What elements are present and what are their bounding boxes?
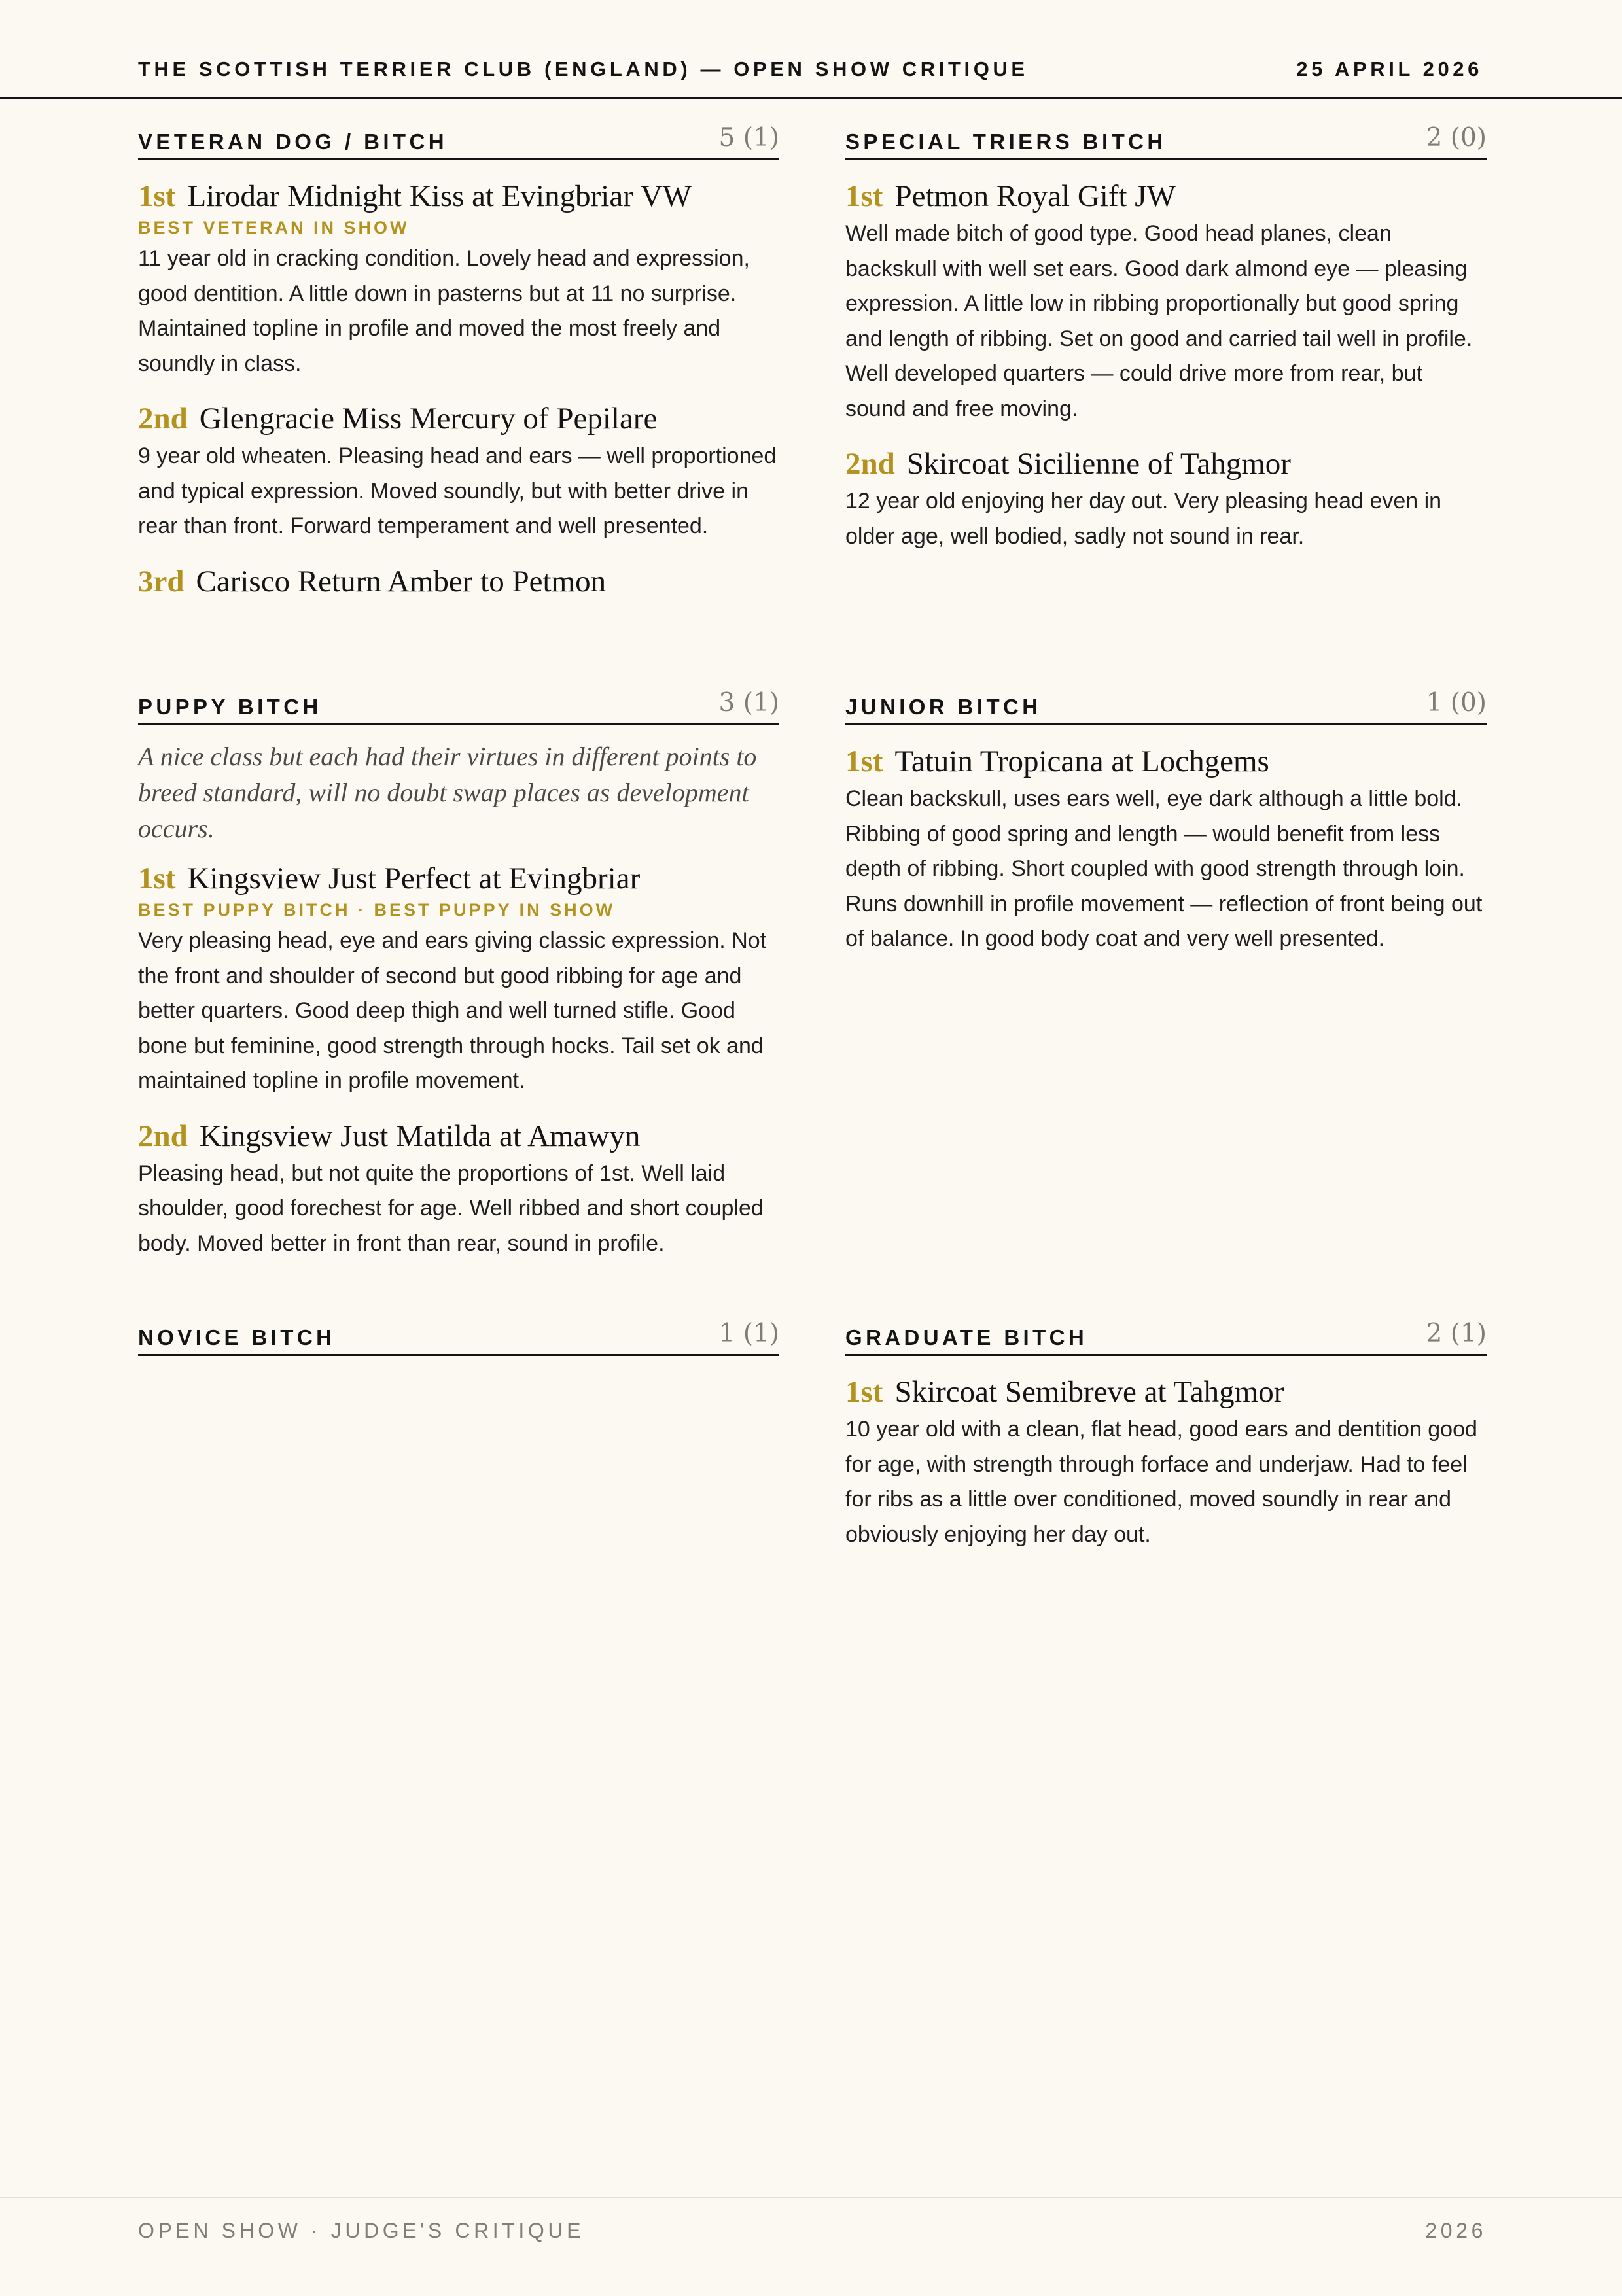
section-special-triers bbox=[845, 118, 1487, 571]
placing-entry bbox=[845, 741, 1487, 957]
section-graduate bbox=[845, 1313, 1487, 1569]
placing: 1st bbox=[138, 179, 176, 213]
entry-count: 5 (1) bbox=[718, 123, 779, 152]
entry-count: 1 (1) bbox=[718, 1319, 779, 1348]
placing: 1st bbox=[845, 1375, 883, 1409]
class-name: JUNIOR BITCH bbox=[845, 695, 1042, 719]
entry-count: 2 (1) bbox=[1426, 1319, 1487, 1348]
critique-text: Well made bitch of good type. Good head planes, clean backskull with well set ears. Good dark almond eye — pleasing expression. A little low in ribbing proportionally but good spring and length of ribbing. Set on good and carried tail well in profile. Well developed quarters — could drive more from rear, but sound and free moving. bbox=[845, 221, 1473, 421]
placing: 1st bbox=[845, 179, 883, 213]
placing: 1st bbox=[845, 744, 883, 778]
section-header bbox=[845, 118, 1487, 160]
award-label: BEST VETERAN IN SHOW bbox=[138, 218, 410, 237]
critique-text: Very pleasing head, eye and ears giving classic expression. Not the front and shoulder of second but good ribbing for age and better quarters. Good deep thigh and well turned stifle. Good bone but feminine, good strength through hocks. Tail set ok and maintained topline in profile movement. bbox=[138, 928, 767, 1093]
show-date: 25 APRIL 2026 bbox=[1296, 58, 1483, 80]
placing-entry bbox=[138, 1116, 779, 1262]
placing: 3rd bbox=[138, 564, 185, 599]
critique-text: 12 year old enjoying her day out. Very pleasing head even in older age, well bodied, sadly not sound in rear. bbox=[845, 489, 1442, 549]
dog-name: Carisco Return Amber to Petmon bbox=[196, 564, 607, 599]
dog-name: Petmon Royal Gift JW bbox=[894, 179, 1176, 213]
placing-entry bbox=[845, 1372, 1487, 1552]
dog-name: Kingsview Just Perfect at Evingbriar bbox=[187, 861, 641, 896]
dog-name: Kingsview Just Matilda at Amawyn bbox=[199, 1119, 641, 1153]
section-header bbox=[845, 683, 1487, 725]
footer-year: 2026 bbox=[1425, 2219, 1487, 2242]
class-name: SPECIAL TRIERS BITCH bbox=[845, 130, 1167, 154]
section-header bbox=[138, 1313, 779, 1356]
section-junior bbox=[845, 683, 1487, 974]
placing-entry bbox=[845, 444, 1487, 554]
class-name: GRADUATE BITCH bbox=[845, 1325, 1088, 1349]
entry-count: 3 (1) bbox=[718, 688, 779, 718]
dog-name: Skircoat Semibreve at Tahgmor bbox=[894, 1375, 1284, 1409]
class-intro: A nice class but each had their virtues in different points to breed standard, will no doubt swap places as development occurs. bbox=[138, 742, 757, 843]
critique-text: 10 year old with a clean, flat head, good ears and dentition good for age, with strength through forface and underjaw. Had to feel for ribs as a little over conditioned, moved soundly in rear and obviously enjoying her day out. bbox=[845, 1417, 1477, 1547]
entry-count: 1 (0) bbox=[1426, 688, 1487, 718]
section-puppy bbox=[138, 683, 779, 1278]
class-name: PUPPY BITCH bbox=[138, 695, 322, 719]
section-header bbox=[845, 1313, 1487, 1356]
section-header bbox=[138, 118, 779, 160]
placing: 2nd bbox=[138, 402, 188, 436]
footer-label: OPEN SHOW · JUDGE'S CRITIQUE bbox=[138, 2219, 585, 2242]
placing: 2nd bbox=[138, 1119, 188, 1153]
placing-entry bbox=[138, 176, 779, 381]
placing-entry bbox=[138, 858, 779, 1099]
placing-entry bbox=[845, 176, 1487, 426]
section-header bbox=[138, 683, 779, 725]
dog-name: Skircoat Sicilienne of Tahgmor bbox=[906, 447, 1291, 481]
critique-text: 9 year old wheaten. Pleasing head and ears — well proportioned and typical expression. Moved soundly, but with better drive in rear than front. Forward temperament and well presented. bbox=[138, 444, 777, 538]
placing: 2nd bbox=[845, 447, 895, 481]
document-title: THE SCOTTISH TERRIER CLUB (ENGLAND) — OPEN SHOW CRITIQUE bbox=[138, 58, 1029, 80]
critique-text: Pleasing head, but not quite the proportions of 1st. Well laid shoulder, good forechest for age. Well ribbed and short coupled body. Moved better in front than rear, sound in profile. bbox=[138, 1160, 764, 1256]
award-label: BEST PUPPY BITCH · BEST PUPPY IN SHOW bbox=[138, 900, 616, 920]
dog-name: Tatuin Tropicana at Lochgems bbox=[894, 744, 1269, 778]
critique-text: Clean backskull, uses ears well, eye dark although a little bold. Ribbing of good spring and length — would benefit from less depth of ribbing. Short coupled with good strength through loin. Runs downhill in profile movement — reflection of front being out of balance. In good body coat and very well presented. bbox=[845, 786, 1483, 951]
dog-name: Lirodar Midnight Kiss at Evingbriar VW bbox=[187, 179, 692, 213]
section-novice bbox=[138, 1313, 779, 1372]
placing-entry bbox=[138, 398, 779, 544]
page-footer bbox=[0, 2197, 1622, 2296]
dog-name: Glengracie Miss Mercury of Pepilare bbox=[199, 402, 658, 436]
placing: 1st bbox=[138, 861, 176, 896]
class-name: NOVICE BITCH bbox=[138, 1325, 336, 1349]
class-name: VETERAN DOG / BITCH bbox=[138, 130, 448, 154]
entry-count: 2 (0) bbox=[1426, 123, 1487, 152]
page-header bbox=[0, 0, 1622, 99]
section-veteran bbox=[138, 118, 779, 619]
placing-entry bbox=[138, 561, 779, 602]
critique-text: 11 year old in cracking condition. Lovely head and expression, good dentition. A little down in pasterns but at 11 no surprise. Maintained topline in profile and moved the most freely and soundly in class. bbox=[138, 246, 750, 376]
